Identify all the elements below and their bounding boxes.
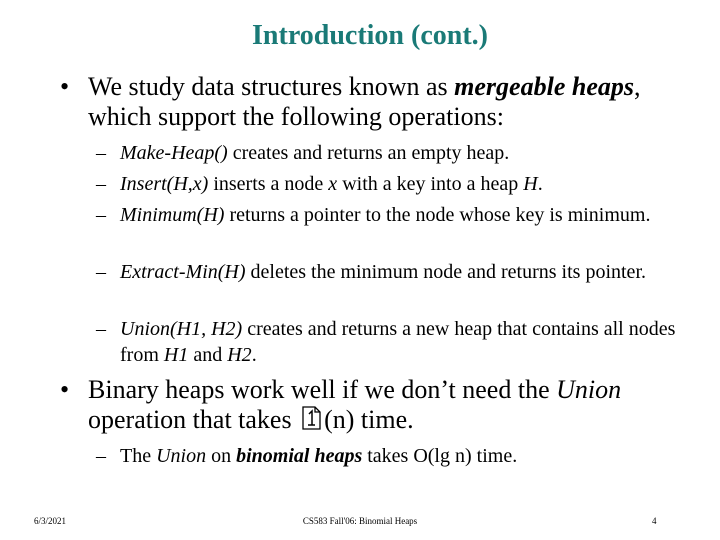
dash-marker: – bbox=[96, 318, 106, 340]
bullet-marker: • bbox=[60, 375, 70, 404]
op-name: Union(H1, H2) bbox=[120, 318, 243, 340]
footer-course: CS583 Fall'06: Binomial Heaps bbox=[302, 516, 418, 526]
term-binomial-heaps: binomial heaps bbox=[236, 445, 363, 467]
text-run: Binary heaps work well if we don’t need the bbox=[88, 375, 557, 404]
op-desc: . bbox=[251, 344, 257, 366]
dash-marker: – bbox=[96, 173, 106, 195]
text-run: , which support the following operations: bbox=[88, 72, 641, 131]
bullet-text bbox=[88, 375, 708, 435]
op-desc: and bbox=[188, 344, 228, 366]
dash-marker: – bbox=[96, 445, 106, 467]
op-name: Extract-Min(H) bbox=[120, 261, 246, 283]
term-union: Union bbox=[556, 375, 622, 404]
op-desc: creates and returns an empty heap. bbox=[227, 142, 510, 164]
bullet-text bbox=[88, 72, 708, 132]
op-name: Make-Heap() bbox=[120, 142, 228, 164]
op-desc: deletes the minimum node and returns its pointer. bbox=[245, 261, 646, 283]
dash-marker: – bbox=[96, 142, 106, 164]
op-name: Minimum(H) bbox=[120, 204, 225, 226]
text-run: We study data structures known as bbox=[88, 72, 455, 101]
text-run: The bbox=[120, 445, 157, 467]
text-run: takes O(lg n) time. bbox=[362, 445, 518, 467]
dash-marker: – bbox=[96, 261, 106, 283]
page-title: Introduction (cont.) bbox=[252, 20, 488, 51]
footer-date: 6/3/2021 bbox=[34, 516, 67, 526]
term-union: Union bbox=[156, 445, 207, 467]
text-run: on bbox=[206, 445, 237, 467]
var-h: H bbox=[523, 173, 538, 195]
op-desc: inserts a node bbox=[208, 173, 329, 195]
footer-page-number: 4 bbox=[652, 516, 657, 526]
op-desc: returns a pointer to the node whose key is minimum. bbox=[224, 204, 651, 226]
var-x: x bbox=[328, 173, 338, 195]
theta-glyph-icon bbox=[300, 405, 322, 431]
dash-marker: – bbox=[96, 204, 106, 226]
var-h2: H2 bbox=[227, 344, 252, 366]
var-h1: H1 bbox=[163, 344, 189, 366]
op-desc: . bbox=[537, 173, 543, 195]
term-mergeable-heaps: mergeable heaps bbox=[454, 72, 634, 101]
text-run: operation that takes bbox=[88, 405, 299, 434]
bullet-marker: • bbox=[60, 72, 70, 101]
op-desc: creates and returns a new heap that contains all nodes from bbox=[120, 318, 676, 366]
text-run: (n) time. bbox=[324, 405, 414, 434]
op-name: Insert(H,x) bbox=[120, 173, 209, 195]
op-desc: with a key into a heap bbox=[337, 173, 524, 195]
